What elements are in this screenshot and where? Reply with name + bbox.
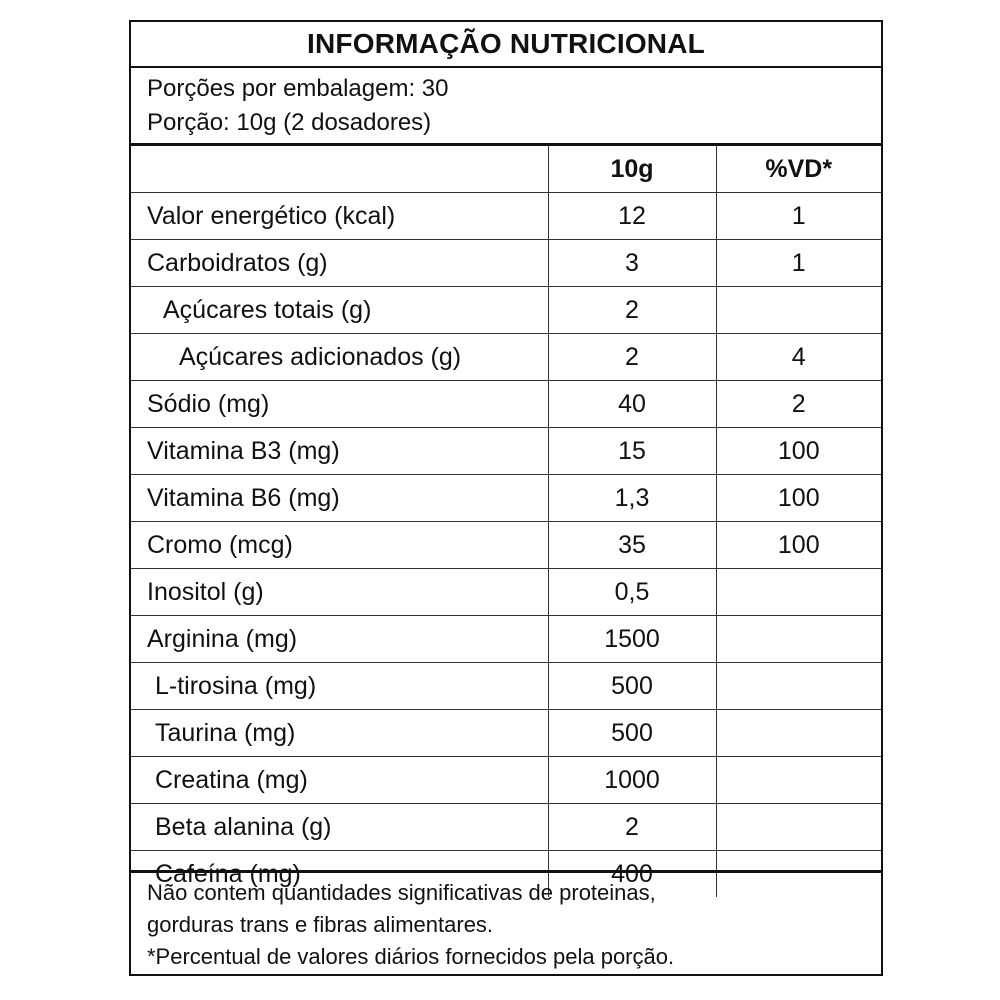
table-row <box>131 616 881 663</box>
nutrient-dv: 1 <box>716 193 881 240</box>
nutrient-dv: 1 <box>716 240 881 287</box>
table-row <box>131 240 881 287</box>
table-row <box>131 569 881 616</box>
nutrient-amount: 1000 <box>548 757 716 804</box>
nutrient-amount: 40 <box>548 381 716 428</box>
nutrient-name: Valor energético (kcal) <box>131 193 548 240</box>
nutrient-name: Carboidratos (g) <box>131 240 548 287</box>
table-row <box>131 428 881 475</box>
serving-info <box>131 68 881 146</box>
portion-size: Porção: 10g (2 dosadores) <box>147 109 432 136</box>
nutrient-amount: 500 <box>548 663 716 710</box>
table-row <box>131 287 881 334</box>
nutrient-amount: 1500 <box>548 616 716 663</box>
nutrient-name: Vitamina B6 (mg) <box>131 475 548 522</box>
nutrient-name: Taurina (mg) <box>131 710 548 757</box>
nutrient-name: Beta alanina (g) <box>131 804 548 851</box>
table-row <box>131 193 881 240</box>
nutrient-name: L-tirosina (mg) <box>131 663 548 710</box>
nutrient-dv <box>716 757 881 804</box>
nutrient-name: Cafeína (mg) <box>131 851 548 898</box>
nutrient-dv <box>716 804 881 851</box>
table-header-row <box>131 146 881 193</box>
header-amount: 10g <box>548 146 716 193</box>
label-title: INFORMAÇÃO NUTRICIONAL <box>131 22 881 68</box>
footnote-line: *Percentual de valores diários fornecidos pela porção. <box>147 944 675 969</box>
nutrition-facts-label <box>129 20 883 976</box>
nutrient-dv <box>716 287 881 334</box>
nutrient-amount: 3 <box>548 240 716 287</box>
nutrient-amount: 2 <box>548 804 716 851</box>
table-row <box>131 757 881 804</box>
header-daily-value: %VD* <box>716 146 881 193</box>
nutrient-name: Cromo (mcg) <box>131 522 548 569</box>
nutrient-name: Inositol (g) <box>131 569 548 616</box>
nutrient-name: Arginina (mg) <box>131 616 548 663</box>
table-row <box>131 475 881 522</box>
nutrient-amount: 35 <box>548 522 716 569</box>
footnote-line: Não contem quantidades significativas de proteinas, <box>147 880 656 905</box>
table-row <box>131 334 881 381</box>
table-row <box>131 522 881 569</box>
nutrient-dv <box>716 616 881 663</box>
nutrient-name: Creatina (mg) <box>131 757 548 804</box>
nutrient-dv <box>716 710 881 757</box>
footnote-line: gorduras trans e fibras alimentares. <box>147 912 494 937</box>
nutrient-table <box>131 146 881 897</box>
label-footnote <box>131 870 881 974</box>
nutrient-name: Açúcares adicionados (g) <box>131 334 548 381</box>
nutrient-dv: 2 <box>716 381 881 428</box>
nutrient-amount: 15 <box>548 428 716 475</box>
nutrient-dv <box>716 569 881 616</box>
nutrient-amount: 500 <box>548 710 716 757</box>
nutrient-dv: 100 <box>716 428 881 475</box>
nutrient-amount: 0,5 <box>548 569 716 616</box>
nutrient-dv: 100 <box>716 475 881 522</box>
table-row <box>131 663 881 710</box>
table-row <box>131 381 881 428</box>
header-nutrient <box>131 146 548 193</box>
servings-per-package: Porções por embalagem: 30 <box>147 75 449 102</box>
nutrient-amount: 2 <box>548 287 716 334</box>
table-row <box>131 710 881 757</box>
nutrient-dv: 4 <box>716 334 881 381</box>
nutrient-dv: 100 <box>716 522 881 569</box>
table-row <box>131 804 881 851</box>
nutrient-name: Vitamina B3 (mg) <box>131 428 548 475</box>
nutrient-amount: 2 <box>548 334 716 381</box>
nutrient-name: Açúcares totais (g) <box>131 287 548 334</box>
nutrient-amount: 400 <box>548 851 716 898</box>
nutrient-dv <box>716 663 881 710</box>
nutrient-name: Sódio (mg) <box>131 381 548 428</box>
nutrient-amount: 12 <box>548 193 716 240</box>
nutrient-amount: 1,3 <box>548 475 716 522</box>
